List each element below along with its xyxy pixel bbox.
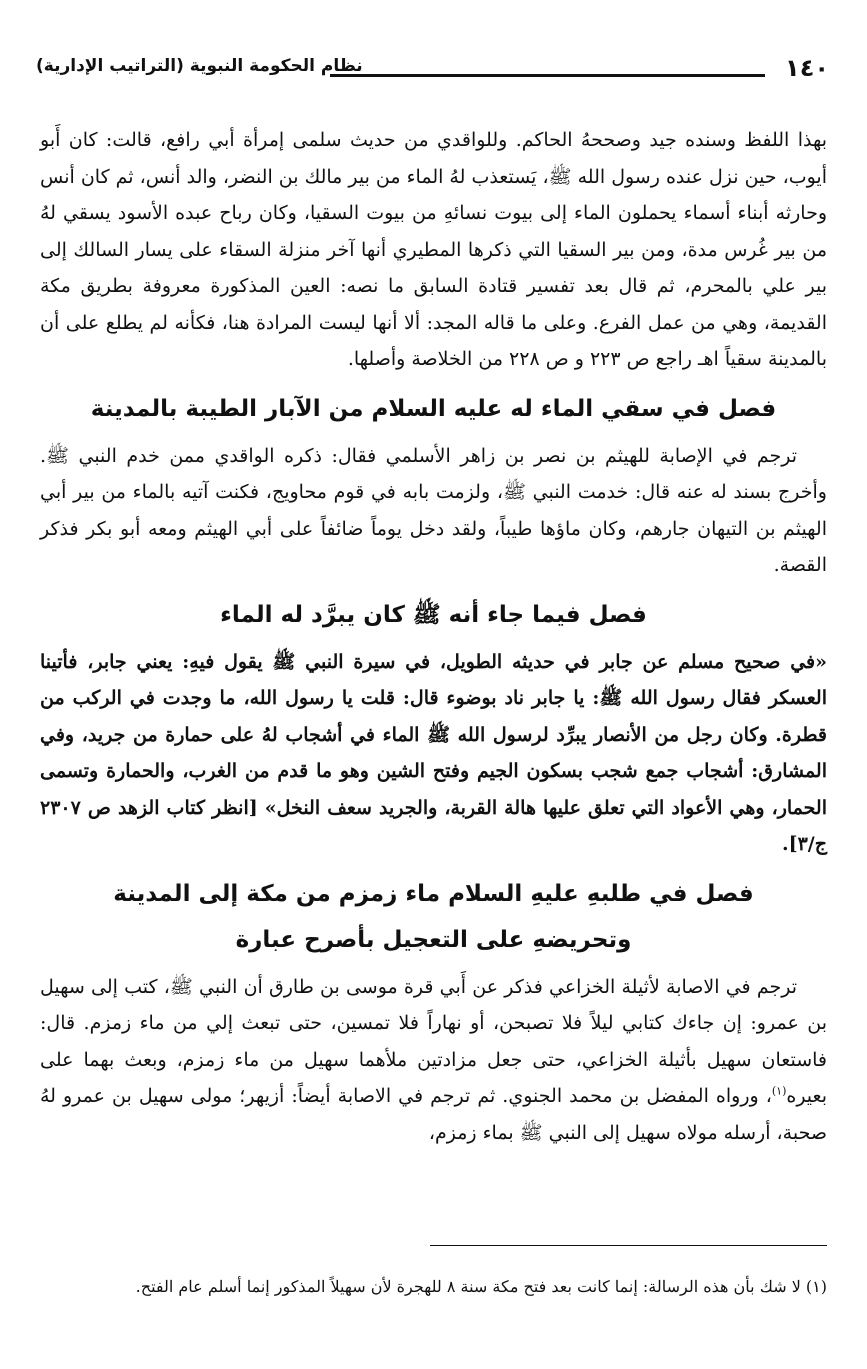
page-header xyxy=(30,52,837,92)
running-title: نظام الحكومة النبوية (التراتيب الإدارية) xyxy=(36,56,363,76)
page-number: ١٤٠ xyxy=(785,54,829,82)
paragraph-zamzam xyxy=(40,969,827,1152)
paragraph-wells: ترجم في الإصابة للهيثم بن نصر بن زاهر الأسلمي فقال: ذكره الواقدي ممن خدم النبي ﷺ. وأخرج بسند له عنه قال: خدمت النبي ﷺ، ولزمت بابه في قوم محاويج، فكنت آتيه بالماء من بير أبي الهيثم بن التيهان جارهم، وكان ماؤها طيباً، ولقد دخل يوماً ضائفاً على أبي الهيثم ومعه أبو بكر فذكر القصة. xyxy=(40,444,827,576)
paragraph-zamzam-part2: ، ورواه المفضل بن محمد الجنوي. ثم ترجم في الاصابة أيضاً: أزيهر؛ مولى سهيل بن عمرو لهُ صحبة، أرسله مولاه سهيل إلى النبي ﷺ بماء زمزم، xyxy=(40,1085,827,1144)
header-rule xyxy=(330,74,765,77)
paragraph-zamzam-part1: ترجم في الاصابة لأثيلة الخزاعي فذكر عن أَبي قرة موسى بن طارق أن النبي ﷺ، كتب إلى سهيل بن عمرو: إن جاءك كتابي ليلاً فلا تصبحن، أو نهاراً فلا تمسين، حتى تبعث إلي من ماء زمزم. قال: فاستعان سهيل بأثيلة الخزاعي، حتى جعل مزادتين ملأهما سهيل من ماء زمزم، وبعث بهما على بعيره xyxy=(40,975,827,1107)
footnote: (١) لا شك بأن هذه الرسالة: إنما كانت بعد فتح مكة سنة ٨ للهجرة لأن سهيلاً المذكور إنما أسلم عام الفتح. xyxy=(135,1277,827,1296)
section-heading-cooling: فصل فيما جاء أنه ﷺ كان يبرَّد له الماء xyxy=(220,601,647,628)
section-heading-zamzam-sub: وتحريضهِ على التعجيل بأصرح عبارة xyxy=(235,926,632,953)
footnote-separator xyxy=(430,1245,827,1246)
paragraph-intro: بهذا اللفظ وسنده جيد وصححهُ الحاكم. وللواقدي من حديث سلمى إمرأة أبي رافع، قالت: كان أَبو أيوب، حين نزل عنده رسول الله ﷺ، يَستعذب لهُ الماء من بير مالك بن النضر، والد أنس، ثم كان أنس وحارثه أبناء أسماء يحملون الماء إلى بيوت نسائهِ من بيوت السقيا، وكان رباح عبده الأسود يسقي لهُ من بير غُرس مدة، ومن بير السقيا التي ذكرها المطيري أنها آخر منزلة السقاء على يسار السالك إلى بير علي بالمحرم، ثم قال بعد تفسير قتادة السابق ما نصه: العين المذكورة معروفة بطريق مكة القديمة، وهي من عمل الفرع. وعلى ما قاله المجد: ألا أنها ليست المرادة هنا، فكأنه لم يطلع على أن بالمدينة سقياً اهـ راجع ص ٢٢٣ و ص ٢٢٨ من الخلاصة وأصلها. xyxy=(40,129,827,370)
section-heading-zamzam: فصل في طلبهِ عليهِ السلام ماء زمزم من مكة إلى المدينة xyxy=(113,880,754,907)
section-heading-wells: فصل في سقي الماء له عليه السلام من الآبار الطيبة بالمدينة xyxy=(90,395,777,422)
paragraph-cooling: «في صحيح مسلم عن جابر في حديثه الطويل، في سيرة النبي ﷺ يقول فيهِ: يعني جابر، فأتينا العسكر فقال رسول الله ﷺ: يا جابر ناد بوضوء قال: قلت يا رسول الله، ما وجدت في الركب من قطرة. وكان رجل من الأنصار يبرِّد لرسول الله ﷺ الماء في أشجاب لهُ على حمارة من جريد، وفي المشارق: أشجاب جمع شجب بسكون الجيم وفتح الشين وهو ما قدم من الغرب، والحمارة وتسمى الحمار، وهي الأعواد التي تعلق عليها هالة القربة، والجريد سعف النخل» [انظر كتاب الزهد ص ٢٣٠٧ ج/٣]. xyxy=(40,650,827,855)
footnote-marker: (١) xyxy=(771,1084,787,1098)
page-body xyxy=(40,122,827,1151)
